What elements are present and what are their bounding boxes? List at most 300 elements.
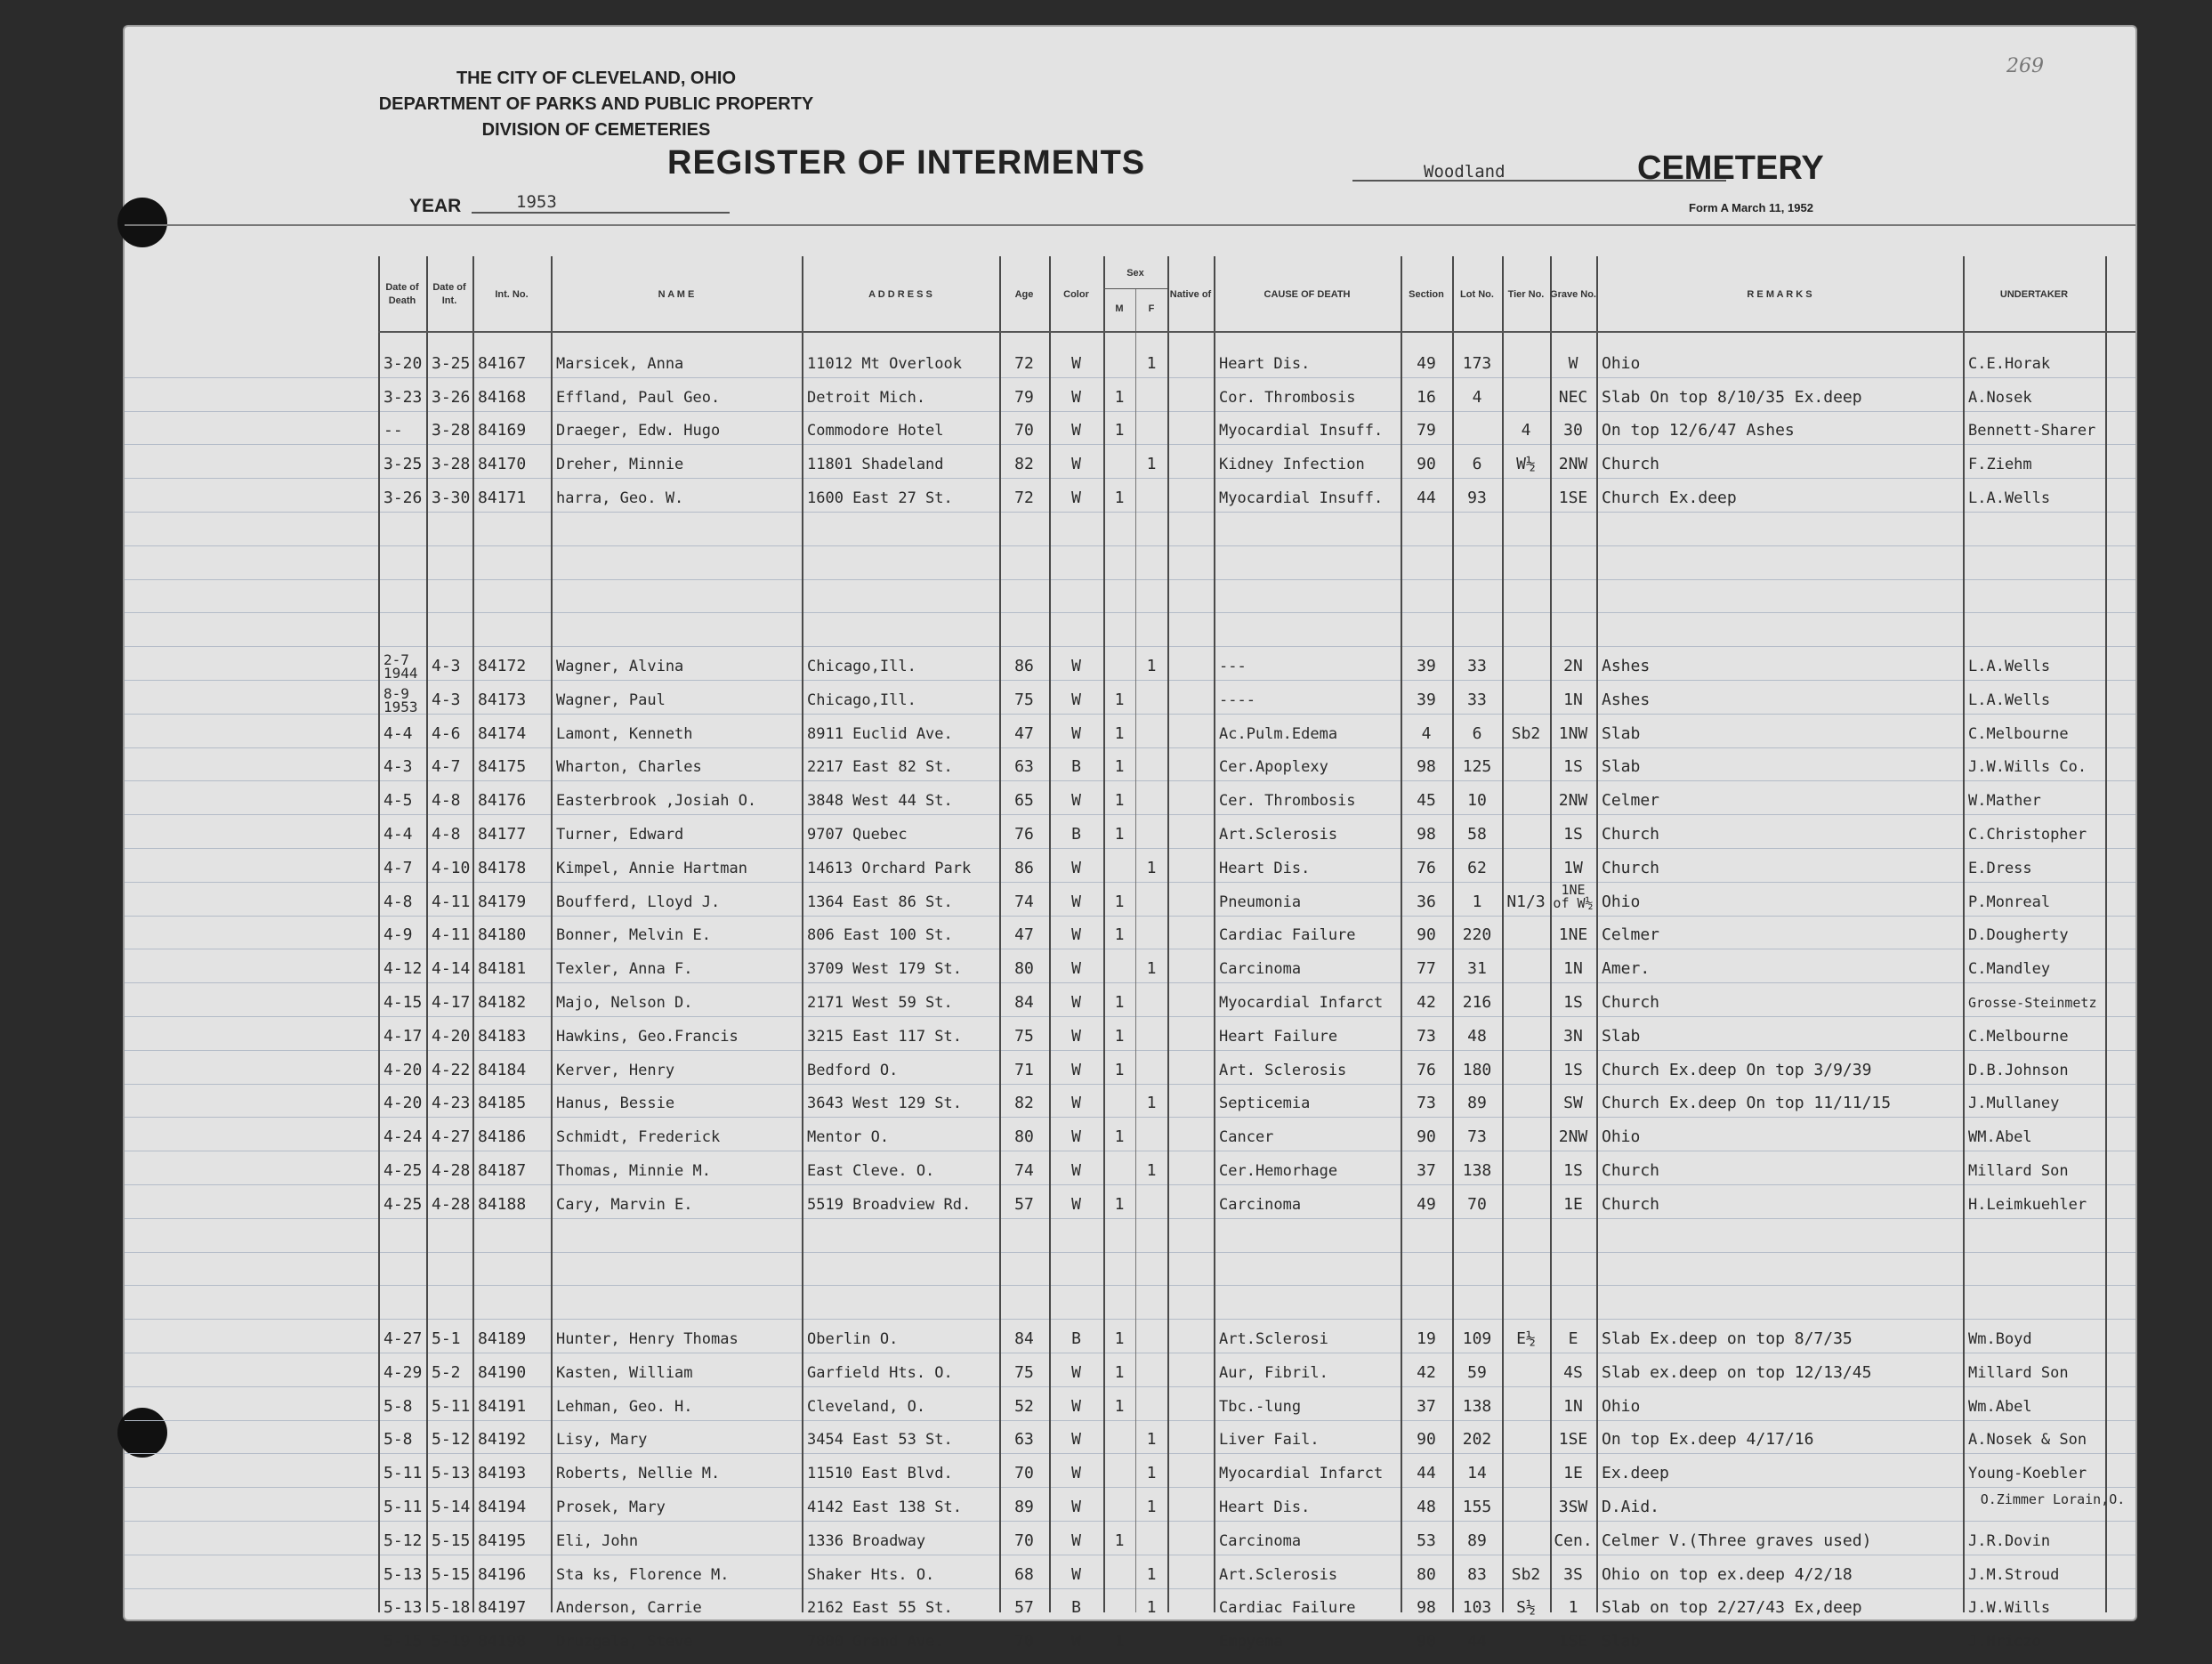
- cell-remarks: Ohio: [1602, 1396, 1641, 1416]
- column-header-rule: [378, 331, 2135, 333]
- cell-death: 4-15: [383, 993, 423, 1012]
- cell-remarks: Church: [1602, 858, 1660, 877]
- cell-remarks: Celmer: [1602, 791, 1660, 811]
- cell-color: W: [1071, 1094, 1081, 1113]
- cell-undertaker: WM.Abel: [1968, 1128, 2032, 1147]
- cell-m: 1: [1114, 690, 1125, 709]
- cell-cause: Myocardial Insuff.: [1219, 422, 1384, 440]
- cell-undertaker: D.Dougherty: [1968, 926, 2069, 945]
- cell-undertaker: Grosse-Steinmetz: [1968, 995, 2097, 1011]
- cell-death: 5-11: [383, 1464, 423, 1483]
- cell-section: 98: [1417, 825, 1436, 844]
- cell-lot: 109: [1462, 1329, 1492, 1348]
- cell-address: Cleveland, O.: [807, 1397, 926, 1416]
- cell-death: 5-15: [383, 1632, 423, 1652]
- cell-int: 5-11: [432, 1396, 471, 1416]
- cell-age: 75: [1014, 690, 1034, 709]
- cell-age: 74: [1014, 1161, 1034, 1180]
- cell-lot: 33: [1467, 657, 1487, 675]
- cell-f: 1: [1146, 1430, 1157, 1450]
- cell-address: 3215 East 117 St.: [807, 1027, 962, 1046]
- cell-grave: 1N: [1563, 959, 1583, 979]
- cell-no: 84167: [478, 353, 527, 373]
- cell-undertaker: J.Mullaney: [1968, 1095, 2060, 1113]
- cell-section: 90: [1417, 455, 1436, 474]
- cell-address: 2217 East 82 St.: [807, 758, 953, 777]
- cell-m: 1: [1114, 1127, 1125, 1147]
- cell-address: 3454 East 53 St.: [807, 1431, 953, 1450]
- cell-lot: 10: [1467, 791, 1487, 811]
- cell-int: 4-28: [432, 1161, 471, 1180]
- cell-section: 76: [1417, 1060, 1436, 1079]
- cell-undertaker: E.Dress: [1968, 859, 2032, 877]
- cell-remarks: D.Aid.: [1602, 1498, 1660, 1516]
- cell-cause: Cancer: [1219, 1128, 1274, 1147]
- cell-section: 37: [1417, 1161, 1436, 1180]
- cell-undertaker: Young-Koebler: [1968, 1465, 2087, 1483]
- cell-grave: 1S: [1563, 1161, 1583, 1180]
- cell-age: 47: [1014, 723, 1034, 743]
- cell-int: 4-11: [432, 892, 471, 911]
- cell-no: 84173: [478, 690, 527, 709]
- cell-no: 84190: [478, 1362, 527, 1382]
- cell-color: W: [1071, 1430, 1081, 1450]
- cell-name: Schmidt, Frederick: [556, 1128, 721, 1147]
- cell-grave: 1: [1568, 1598, 1578, 1618]
- cell-name: Druzgala, Steve: [556, 1633, 693, 1652]
- column-rule: [551, 256, 553, 1612]
- cell-death: 4-25: [383, 1194, 423, 1214]
- cell-grave: 1SE: [1558, 1632, 1588, 1652]
- cell-f: 1: [1146, 1598, 1157, 1618]
- cell-undertaker: Millard Son: [1968, 1363, 2069, 1382]
- cell-grave: 2NW: [1558, 455, 1588, 474]
- cell-color: W: [1071, 1564, 1081, 1584]
- cell-cause: Empyema: [1219, 1633, 1283, 1652]
- cell-cause: Septicemia: [1219, 1095, 1311, 1113]
- cell-color: B: [1071, 1329, 1081, 1348]
- cell-name: Dreher, Minnie: [556, 456, 684, 474]
- cell-name: Boufferd, Lloyd J.: [556, 893, 721, 911]
- cell-no: 84188: [478, 1194, 527, 1214]
- cell-remarks: Church: [1602, 1194, 1660, 1214]
- cell-remarks: Slab: [1602, 757, 1641, 777]
- cell-no: 84198: [478, 1632, 527, 1652]
- cell-lot: 155: [1462, 1498, 1492, 1516]
- cell-section: 4: [1421, 723, 1432, 743]
- cell-lot: 48: [1467, 1026, 1487, 1046]
- cell-grave: W: [1568, 353, 1578, 373]
- cell-name: Lamont, Kenneth: [556, 724, 693, 743]
- cell-section: 44: [1417, 489, 1436, 507]
- cell-undertaker: L.A.Wells: [1968, 658, 2051, 675]
- cell-address: 8911 Euclid Ave.: [807, 724, 953, 743]
- cell-grave: E: [1568, 1329, 1578, 1348]
- cell-cause: Heart Dis.: [1219, 354, 1311, 373]
- cell-address: 7800 Grand Ave.: [807, 1633, 944, 1652]
- cell-undertaker: J.W.Wills: [1968, 1599, 2051, 1618]
- cell-section: 53: [1417, 1531, 1436, 1550]
- cell-death: 4-29: [383, 1362, 423, 1382]
- cell-tier: Sb2: [1511, 723, 1541, 743]
- cell-lot: 58: [1467, 825, 1487, 844]
- cell-lot: 83: [1467, 1564, 1487, 1584]
- cell-no: 84181: [478, 959, 527, 979]
- cell-remarks: Church: [1602, 1161, 1660, 1180]
- cell-death: 5-12: [383, 1531, 423, 1550]
- cell-grave: 1W: [1563, 858, 1583, 877]
- cell-cause: Myocardial Infarct: [1219, 1465, 1384, 1483]
- column-header-cause: CAUSE OF DEATH: [1263, 288, 1351, 300]
- cell-age: 82: [1014, 1094, 1034, 1113]
- cell-undertaker: D.B.Johnson: [1968, 1061, 2069, 1079]
- cell-undertaker: C.E.Horak: [1968, 354, 2051, 373]
- cell-int: 5-14: [432, 1498, 471, 1516]
- cell-cause: Art.Sclerosis: [1219, 1565, 1338, 1584]
- cell-age: 76: [1014, 825, 1034, 844]
- cell-f: 1: [1146, 858, 1157, 877]
- cell-lot: 103: [1462, 1598, 1492, 1618]
- cell-grave: 1S: [1563, 1060, 1583, 1079]
- cell-no: 84176: [478, 791, 527, 811]
- cell-f: 1: [1146, 1498, 1157, 1516]
- cell-cause: Myocardial Infarct: [1219, 994, 1384, 1012]
- cell-grave: 3SW: [1558, 1498, 1588, 1516]
- cell-age: 57: [1014, 1194, 1034, 1214]
- cell-int: 4-17: [432, 993, 471, 1012]
- cell-color: W: [1071, 421, 1081, 440]
- cell-death: 3-20: [383, 353, 423, 373]
- cell-cause: Art. Sclerosis: [1219, 1061, 1347, 1079]
- year-label: YEAR: [409, 196, 462, 216]
- cell-address: 9707 Quebec: [807, 826, 908, 844]
- cell-grave: 4S: [1563, 1362, 1583, 1382]
- cell-death: 4-27: [383, 1329, 423, 1348]
- cell-int: 3-26: [432, 387, 471, 407]
- cell-age: 86: [1014, 657, 1034, 675]
- cell-remarks: Slab: [1602, 1632, 1641, 1652]
- cell-cause: Pneumonia: [1219, 893, 1302, 911]
- cell-no: 84168: [478, 387, 527, 407]
- cell-age: 80: [1014, 1127, 1034, 1147]
- cell-grave: 1E: [1563, 1464, 1583, 1483]
- cell-section: 79: [1417, 421, 1436, 440]
- cell-no: 84169: [478, 421, 527, 440]
- cell-cause: Cor. Thrombosis: [1219, 388, 1356, 407]
- cell-color: W: [1071, 1464, 1081, 1483]
- cell-lot: 138: [1462, 1396, 1492, 1416]
- cell-m: 1: [1114, 489, 1125, 507]
- cell-name: Cary, Marvin E.: [556, 1195, 693, 1214]
- cell-undertaker: J.R.Dovin: [1968, 1531, 2051, 1550]
- column-header-m: M: [1115, 303, 1124, 314]
- cell-cause: Carcinoma: [1219, 960, 1302, 979]
- cell-int: 4-27: [432, 1127, 471, 1147]
- cell-int: 5-13: [432, 1464, 471, 1483]
- cell-section: 90: [1417, 1430, 1436, 1450]
- page-number: 269: [2006, 55, 2044, 77]
- cell-cause: Art.Sclerosi: [1219, 1330, 1328, 1348]
- column-rule: [426, 256, 428, 1612]
- cell-undertaker: Wm.Abel: [1968, 1397, 2032, 1416]
- cell-section: 36: [1417, 892, 1436, 911]
- cell-remarks: Slab: [1602, 723, 1641, 743]
- cell-int: 5-15: [432, 1531, 471, 1550]
- cell-int: 5-19: [432, 1632, 471, 1652]
- cell-section: 48: [1417, 1498, 1436, 1516]
- cell-no: 84192: [478, 1430, 527, 1450]
- cell-no: 84177: [478, 825, 527, 844]
- cell-no: 84185: [478, 1094, 527, 1113]
- cell-remarks: Ex.deep: [1602, 1464, 1669, 1483]
- org-line-city: THE CITY OF CLEVELAND, OHIO: [456, 69, 737, 88]
- cell-address: Chicago,Ill.: [807, 691, 916, 709]
- cell-age: 57: [1014, 1598, 1034, 1618]
- cell-m: 1: [1114, 1396, 1125, 1416]
- cell-age: 86: [1014, 858, 1034, 877]
- cemetery-name: Woodland: [1424, 162, 1506, 182]
- cell-lot: 6: [1472, 723, 1482, 743]
- column-header-no: Int. No.: [495, 288, 529, 300]
- cell-lot: 33: [1467, 690, 1487, 709]
- cell-int: 4-14: [432, 959, 471, 979]
- cell-f: 1: [1146, 657, 1157, 675]
- cell-cause: ----: [1219, 691, 1255, 709]
- cell-undertaker: H.Leimkuehler: [1968, 1195, 2087, 1214]
- cell-undertaker: J.Hriczo: [1968, 1633, 2041, 1652]
- column-rule: [802, 256, 803, 1612]
- cell-int: 3-25: [432, 353, 471, 373]
- cell-death: 4-20: [383, 1094, 423, 1113]
- cell-remarks: Celmer: [1602, 925, 1660, 945]
- cell-int: 4-10: [432, 858, 471, 877]
- cell-no: 84182: [478, 993, 527, 1012]
- cell-int: 5-1: [432, 1329, 461, 1348]
- column-rule: [378, 256, 380, 1612]
- cell-f: 1: [1146, 353, 1157, 373]
- cell-death: 4-7: [383, 858, 413, 877]
- cell-int: 4-22: [432, 1060, 471, 1079]
- cell-lot: 138: [1462, 1161, 1492, 1180]
- cell-undertaker: A.Nosek: [1968, 388, 2032, 407]
- cell-int: 5-15: [432, 1564, 471, 1584]
- cell-int: 4-8: [432, 791, 461, 811]
- cell-name: Wagner, Alvina: [556, 658, 684, 675]
- cell-m: 1: [1114, 825, 1125, 844]
- cell-name: Sta ks, Florence M.: [556, 1565, 730, 1584]
- cell-cause: ---: [1219, 658, 1247, 675]
- cell-f: 1: [1146, 1161, 1157, 1180]
- column-header-remarks: R E M A R K S: [1747, 288, 1812, 300]
- cell-color: W: [1071, 925, 1081, 945]
- cell-death: 4-8: [383, 892, 413, 911]
- cell-tier: W½: [1516, 455, 1536, 474]
- cell-name: Lehman, Geo. H.: [556, 1397, 693, 1416]
- column-header-undertaker: UNDERTAKER: [1999, 288, 2069, 300]
- cell-remarks: Ashes: [1602, 690, 1651, 709]
- cell-age: 84: [1014, 1329, 1034, 1348]
- cell-section: 90: [1417, 1127, 1436, 1147]
- cell-section: 98: [1417, 1598, 1436, 1618]
- cell-section: 37: [1417, 1396, 1436, 1416]
- cell-grave: 1NE of W½: [1553, 881, 1594, 911]
- cell-lot: 14: [1467, 1464, 1487, 1483]
- cell-address: 5519 Broadview Rd.: [807, 1195, 972, 1214]
- cell-name: harra, Geo. W.: [556, 489, 684, 507]
- cell-int: 4-7: [432, 757, 461, 777]
- cell-lot: 31: [1467, 959, 1487, 979]
- cell-name: Kimpel, Annie Hartman: [556, 859, 747, 877]
- cell-color: W: [1071, 892, 1081, 911]
- cell-death: 4-5: [383, 791, 413, 811]
- cell-lot: 180: [1462, 1060, 1492, 1079]
- cell-name: Wagner, Paul: [556, 691, 666, 709]
- cell-undertaker: J.W.Wills Co.: [1968, 758, 2087, 777]
- cell-int: 4-11: [432, 925, 471, 945]
- cell-color: W: [1071, 1026, 1081, 1046]
- column-header-color: Color: [1063, 288, 1089, 300]
- cell-int: 5-12: [432, 1430, 471, 1450]
- cell-cause: Heart Failure: [1219, 1027, 1338, 1046]
- cell-f: 1: [1146, 455, 1157, 474]
- cell-no: 84170: [478, 455, 527, 474]
- cell-death: 4-4: [383, 825, 413, 844]
- cell-m: 1: [1114, 723, 1125, 743]
- cell-color: W: [1071, 1161, 1081, 1180]
- cell-death: 2-7 1944: [383, 651, 418, 682]
- cell-age: 68: [1014, 1564, 1034, 1584]
- cell-lot: 44: [1467, 1632, 1487, 1652]
- cell-death: 3-23: [383, 387, 423, 407]
- cell-age: 80: [1014, 959, 1034, 979]
- cell-death: 5-8: [383, 1430, 413, 1450]
- cell-death: 4-12: [383, 959, 423, 979]
- cell-section: 76: [1417, 858, 1436, 877]
- cell-address: Shaker Hts. O.: [807, 1565, 935, 1584]
- sex-subheader-rule: [1103, 288, 1167, 289]
- cell-address: Oberlin O.: [807, 1330, 899, 1348]
- cell-death: 3-26: [383, 489, 423, 507]
- cell-age: 63: [1014, 1430, 1034, 1450]
- cell-lot: 220: [1462, 925, 1492, 945]
- column-rule: [472, 256, 474, 1612]
- cell-int: 3-28: [432, 455, 471, 474]
- cell-undertaker: C.Melbourne: [1968, 1027, 2069, 1046]
- cell-address: Bedford O.: [807, 1061, 899, 1079]
- cell-address: East Cleve. O.: [807, 1162, 935, 1180]
- cell-lot: 202: [1462, 1430, 1492, 1450]
- register-sheet: [125, 27, 2135, 1652]
- cell-address: Mentor O.: [807, 1128, 890, 1147]
- cell-color: W: [1071, 1060, 1081, 1079]
- cell-lot: 62: [1467, 858, 1487, 877]
- cell-f: 1: [1146, 1564, 1157, 1584]
- cell-grave: SW: [1563, 1094, 1583, 1113]
- cell-tier: Sb2: [1511, 1564, 1541, 1584]
- cell-age: 75: [1014, 1026, 1034, 1046]
- cell-grave: 1NE: [1558, 925, 1588, 945]
- cell-remarks: Church: [1602, 993, 1660, 1012]
- cell-address: 1336 Broadway: [807, 1531, 926, 1550]
- cell-color: W: [1071, 1127, 1081, 1147]
- cell-no: 84184: [478, 1060, 527, 1079]
- cell-lot: 1: [1472, 892, 1482, 911]
- cell-undertaker: Millard Son: [1968, 1162, 2069, 1180]
- cell-cause: Cardiac Failure: [1219, 1599, 1356, 1618]
- cell-int: 4-23: [432, 1094, 471, 1113]
- cell-name: Hunter, Henry Thomas: [556, 1330, 739, 1348]
- column-header-f: F: [1148, 303, 1155, 314]
- cell-age: 70: [1014, 421, 1034, 440]
- cell-name: Marsicek, Anna: [556, 354, 684, 373]
- cell-int: 4-6: [432, 723, 461, 743]
- cell-undertaker: Bennett-Sharer: [1968, 422, 2096, 440]
- cell-name: Hawkins, Geo.Francis: [556, 1027, 739, 1046]
- cell-death: 4-9: [383, 925, 413, 945]
- cell-remarks: Slab On top 8/10/35 Ex.deep: [1602, 387, 1862, 407]
- cell-remarks: Slab Ex.deep on top 8/7/35: [1602, 1329, 1853, 1348]
- cell-color: W: [1071, 353, 1081, 373]
- cell-color: W: [1071, 1632, 1081, 1652]
- cell-no: 84179: [478, 892, 527, 911]
- cell-address: 14613 Orchard Park: [807, 859, 972, 877]
- cell-tier: N1/3: [1506, 892, 1546, 911]
- cell-name: Kasten, William: [556, 1363, 693, 1382]
- cell-address: Chicago,Ill.: [807, 658, 916, 675]
- cell-color: W: [1071, 723, 1081, 743]
- cell-lot: 73: [1467, 1127, 1487, 1147]
- cell-address: 1364 East 86 St.: [807, 893, 953, 911]
- cell-remarks: Church Ex.deep: [1602, 489, 1737, 507]
- cell-age: 70: [1014, 1632, 1034, 1652]
- cell-undertaker: C.Melbourne: [1968, 724, 2069, 743]
- cell-grave: 1S: [1563, 757, 1583, 777]
- cell-death: 4-24: [383, 1127, 423, 1147]
- cell-m: 1: [1114, 1194, 1125, 1214]
- cell-name: Wharton, Charles: [556, 758, 702, 777]
- cell-address: 806 East 100 St.: [807, 926, 953, 945]
- cell-grave: 1SE: [1558, 1430, 1588, 1450]
- cell-m: 1: [1114, 421, 1125, 440]
- cell-color: B: [1071, 1598, 1081, 1618]
- cell-remarks: Slab on top 2/27/43 Ex,deep: [1602, 1598, 1862, 1618]
- cell-grave: 2NW: [1558, 1127, 1588, 1147]
- cell-name: Effland, Paul Geo.: [556, 388, 721, 407]
- cell-tier: S½: [1516, 1598, 1536, 1618]
- cell-name: Hanus, Bessie: [556, 1095, 675, 1113]
- column-header-sex: Sex: [1126, 267, 1144, 279]
- cell-m: 1: [1114, 892, 1125, 911]
- cell-int: 5-18: [432, 1598, 471, 1618]
- cell-cause: Ac.Pulm.Edema: [1219, 724, 1338, 743]
- cell-tier: E½: [1516, 1329, 1536, 1348]
- cell-m: 1: [1114, 1362, 1125, 1382]
- cell-age: 71: [1014, 1060, 1034, 1079]
- cell-age: 84: [1014, 993, 1034, 1012]
- cell-section: 39: [1417, 657, 1436, 675]
- cell-lot: 6: [1472, 455, 1482, 474]
- cell-grave: 1E: [1563, 1194, 1583, 1214]
- cell-grave: 1S: [1563, 993, 1583, 1012]
- cell-age: 65: [1014, 791, 1034, 811]
- cell-section: 73: [1417, 1026, 1436, 1046]
- cell-grave: NEC: [1558, 387, 1588, 407]
- column-header-lot: Lot No.: [1460, 288, 1494, 300]
- cell-name: Lisy, Mary: [556, 1431, 648, 1450]
- cell-address: 11012 Mt Overlook: [807, 354, 962, 373]
- cell-remarks: Ohio on top ex.deep 4/2/18: [1602, 1564, 1853, 1584]
- cell-remarks: Church: [1602, 455, 1660, 474]
